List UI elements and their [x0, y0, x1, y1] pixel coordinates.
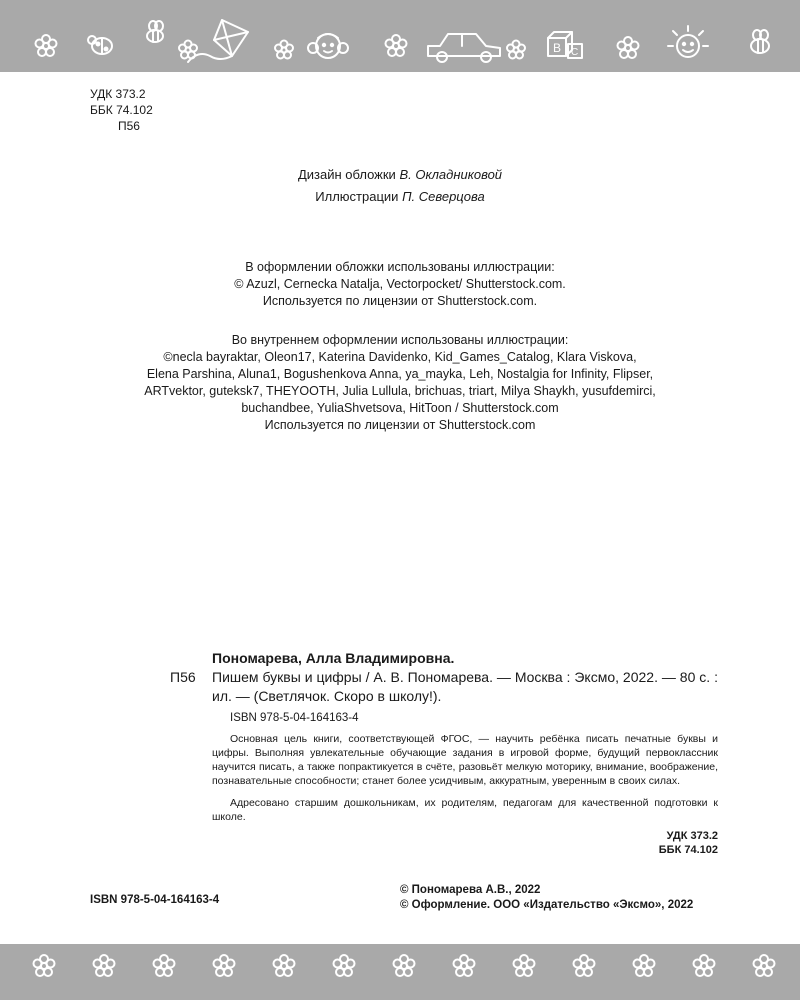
flower-icon [574, 955, 595, 976]
flower-icon [507, 41, 525, 59]
illustrations-label: Иллюстрации [315, 189, 399, 204]
inner-illustrations-line: buchandbee, YuliaShvetsova, HitToon / Shutterstock.com [241, 401, 559, 415]
top-decor-band [0, 0, 800, 72]
catalog-sign: П56 [170, 669, 196, 685]
flower-icon [618, 37, 639, 58]
inner-illustrations-line: Используется по лицензии от Shutterstock.com [264, 418, 536, 432]
flower-icon [694, 955, 715, 976]
cover-design-credit [0, 166, 800, 184]
author-sign: П56 [118, 119, 140, 133]
ladybug-icon [88, 36, 112, 54]
inner-illustrations-line: ©necla bayraktar, Oleon17, Katerina Davidenko, Kid_Games_Catalog, Klara Viskova, [163, 350, 637, 364]
catalog-bbk: ББК 74.102 [658, 844, 718, 856]
udk-code: УДК 373.2 [90, 87, 146, 101]
flower-icon [275, 41, 293, 59]
flower-icon [274, 955, 295, 976]
bbk-code: ББК 74.102 [90, 103, 153, 117]
flower-icon [214, 955, 235, 976]
illustrations-credit [0, 188, 800, 206]
cover-design-label: Дизайн обложки [297, 167, 396, 182]
flower-icon [754, 955, 775, 976]
annotation-paragraph: Основная цель книги, соответствующей ФГОС, — научить ребёнка писать печатные буквы и цифры. Выполняя увлекательные обучающие задания в игровой форме, будущий первоклассник научится писать, а также попрактикуется в счёте, разовьёт мелкую моторику, внимание, воображение, познавательные способности; станет более усидчивым, аккуратным, уверенным в своих силах. [212, 733, 718, 787]
illustrator-name: П. Северцова [402, 189, 485, 204]
catalog-udk: УДК 373.2 [666, 830, 718, 842]
flower-icon [34, 955, 55, 976]
flower-icon [386, 35, 407, 56]
flower-icon [394, 955, 415, 976]
cover-illustrations-line: В оформлении обложки использованы иллюстрации: [245, 260, 555, 274]
catalog-author: Пономарева, Алла Владимировна. [212, 650, 455, 666]
car-icon [428, 34, 500, 62]
bee-icon [751, 30, 769, 53]
kite-icon [188, 20, 248, 62]
bee-icon [147, 21, 163, 42]
flower-icon [334, 955, 355, 976]
footer-isbn: ISBN 978-5-04-164163-4 [90, 894, 220, 906]
inner-illustrations-line: Во внутреннем оформлении использованы иллюстрации: [231, 333, 569, 347]
catalog-description: Пишем буквы и цифры / А. В. Пономарева. — Москва : Эксмо, 2022. — 80 с. : ил. — (Светлячок. Скоро в школу!). [212, 669, 718, 704]
flower-icon [94, 955, 115, 976]
cover-designer-name: В. Окладниковой [399, 167, 503, 182]
flower-icon [634, 955, 655, 976]
copyright-author: © Пономарева А.В., 2022 [400, 884, 541, 896]
flower-icon [36, 35, 57, 56]
catalog-isbn: ISBN 978-5-04-164163-4 [230, 712, 359, 724]
bottom-decor-band [0, 944, 800, 1000]
inner-illustrations-line: Elena Parshina, Aluna1, Bogushenkova Anna, ya_mayka, Leh, Nostalgia for Infinity, Flipser, [146, 367, 654, 381]
cover-illustrations-line: © Azuzl, Cernecka Natalja, Vectorpocket/ Shutterstock.com. [234, 277, 566, 291]
svg-text:B: B [553, 41, 562, 55]
flower-icon [514, 955, 535, 976]
svg-text:C: C [571, 47, 579, 58]
cover-illustrations-line: Используется по лицензии от Shutterstock.com. [262, 294, 538, 308]
abc-blocks-icon [548, 32, 582, 58]
flower-icon [454, 955, 475, 976]
flower-icon [154, 955, 175, 976]
copyright-design: © Оформление. ООО «Издательство «Эксмо», 2022 [400, 899, 694, 911]
sun-icon [668, 26, 708, 57]
girl-face-icon [308, 34, 348, 58]
inner-illustrations-line: ARTvektor, guteksk7, THEYOOTH, Julia Lullula, brichuas, triart, Milya Shaykh, yusufdemirci, [144, 384, 656, 398]
annotation-paragraph: Адресовано старшим дошкольникам, их родителям, педагогам для качественной подготовки к школе. [212, 797, 718, 823]
